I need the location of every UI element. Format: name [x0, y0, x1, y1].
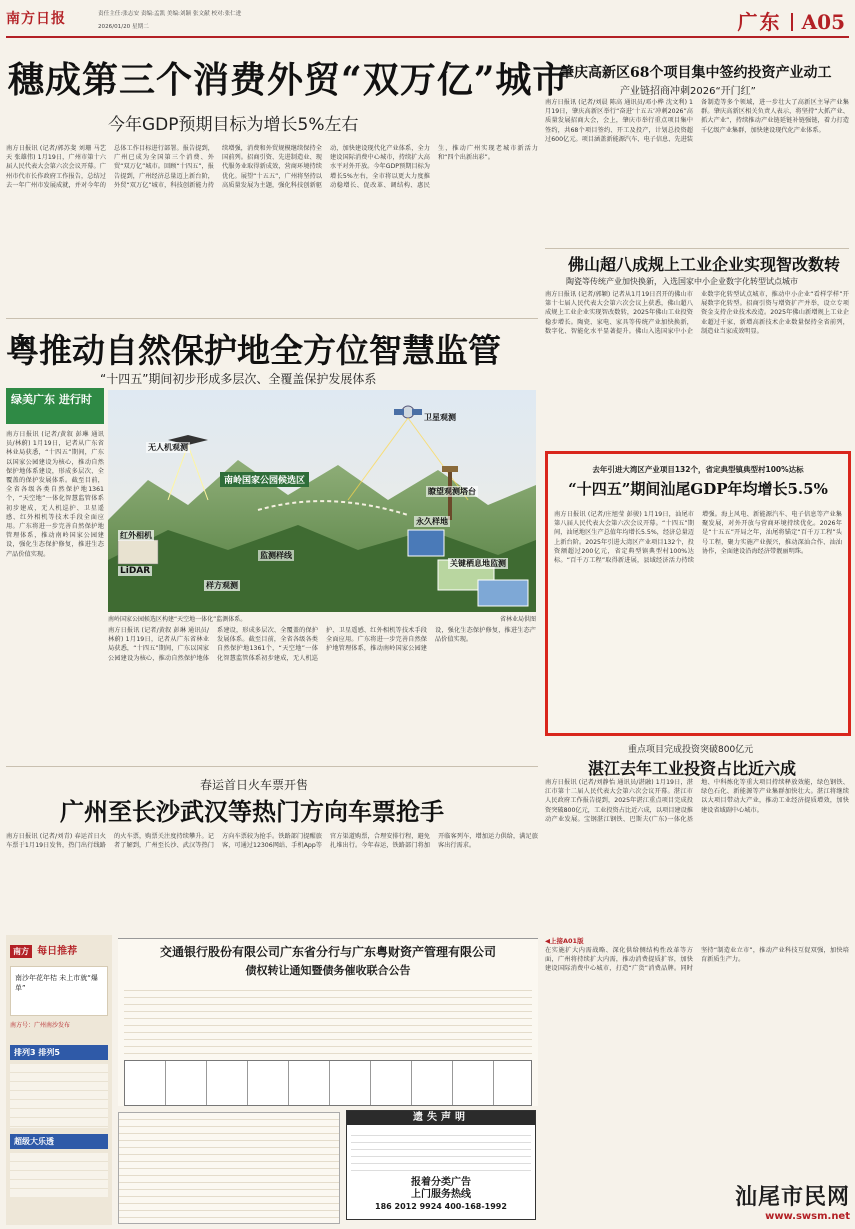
ad-notice-left	[118, 1112, 340, 1224]
landscape-graphic	[108, 390, 536, 612]
daily-item[interactable]: 南沙年花年桔 未上市就“爆单”	[10, 966, 108, 1016]
divider	[6, 766, 538, 767]
shanwei-kicker: 去年引进大湾区产业项目132个，省定典型镇典型村100%达标	[592, 465, 804, 474]
continued-body: 在实施扩大内需战略、深化供给侧结构性改革等方面，广州将持续扩大内需，推动消费提质扩容，加快建设国际消费中心城市，打造“广货”消费品牌。同时坚持“制造业立市”，推动产业科技互促双强，加快培育新质生产力。	[545, 947, 849, 973]
classified-title: 报着分类广告	[411, 1177, 471, 1188]
spring-kicker: 春运首日火车票开售	[200, 778, 309, 792]
lottery-table-2	[10, 1153, 108, 1197]
label-lidar: LiDAR	[120, 566, 151, 576]
zhaoqing-headline: 肇庆高新区68个项目集中签约投资产业动工	[560, 65, 832, 81]
lottery-title-1: 排列3 排列5	[10, 1045, 108, 1060]
site-watermark	[700, 1180, 850, 1224]
notice-text	[351, 1129, 531, 1173]
masthead	[6, 6, 849, 38]
shanwei-headline: “十四五”期间汕尾GDP年均增长5.5%	[568, 480, 828, 498]
eco-tag-text: 绿美广东 进行时	[11, 393, 92, 406]
ad-text-block	[124, 984, 532, 1054]
notice-box	[346, 1110, 536, 1220]
shanwei-feature-box	[545, 451, 851, 736]
zhanjiang-headline: 湛江去年工业投资占比近六成	[588, 759, 797, 778]
daily-recommend-box	[6, 935, 112, 1225]
classified-sub: 上门服务热线	[411, 1189, 471, 1200]
divider	[545, 248, 849, 249]
photo-credit: 省林业局供图	[499, 616, 536, 623]
label-monitor: 监测样线	[260, 551, 292, 560]
label-sample: 样方观测	[206, 581, 238, 590]
daily-label: 南方	[10, 945, 32, 958]
eco-body-col1: 南方日报讯 (记者/黄叙 彭琳 通讯员/林蔚) 1月19日，记者从广东省林业局获悉，“十四五”期间，广东以国家公园建设为核心，推动自然保护地体系建设，形成多层次、全覆盖的保护发展体系。截至目前，全省各级各类自然保护地1361个，“天空地”一体化智慧监管体系初步建成，无人机巡护、卫星遥感、红外相机等技术手段全面应用。广东将进一步完善自然保护地管理体系，推动南岭国家公园建设，强化生态保护修复，推进生态产品价值实现。	[6, 431, 104, 558]
spring-headline: 广州至长沙武汉等热门方向车票抢手	[60, 797, 444, 826]
watermark-text: 汕尾市民网	[734, 1184, 850, 1210]
continued-tag: ◀上接A01版	[545, 937, 584, 945]
zhaoqing-body: 南方日报讯 (记者/刘晨 陈高 通讯员/邓小桦 沈文利) 1月19日，肇庆高新区举行“奋进‘十五五’冲刺2026”高质量发展招商大会，会上，肇庆市举行重点项目集中签约，共68个项目签约、开工及投产，计划总投资超过600亿元。项目涵盖新能源汽车、电子信息、先进装备制造等多个领域，进一步壮大了高新区主导产业集群。肇庆高新区相关负责人表示，将坚持“大抓产业、抓大产业”，持续推动产业链延链补链强链，着力打造千亿级产业集群，加快建设现代化产业体系。	[545, 99, 849, 143]
section-divider	[791, 13, 793, 31]
lead-subhead: 今年GDP预期目标为增长5%左右	[108, 115, 359, 135]
section-label	[737, 6, 845, 35]
label-key-habitat: 关键栖息地监测	[450, 559, 506, 568]
newspaper-logo: 南方日报	[6, 11, 66, 27]
eco-subhead: “十四五”期间初步形成多层次、全覆盖保护发展体系	[100, 372, 377, 386]
label-ecology: 永久样地	[416, 517, 448, 526]
section-name: 广东	[737, 10, 782, 34]
foshan-headline: 佛山超八成规上工业企业实现智改数转	[568, 255, 841, 274]
lottery-table-1	[10, 1064, 108, 1128]
eco-body-cont: 南方日报讯 (记者/黄叙 彭琳 通讯员/林蔚) 1月19日，记者从广东省林业局获悉，“十四五”期间，广东以国家公园建设为核心，推动自然保护地体系建设，形成多层次、全覆盖的保护发展体系。截至目前，全省各级各类自然保护地1361个，“天空地”一体化智慧监管体系初步建成，无人机巡护、卫星遥感、红外相机等技术手段全面应用。广东将进一步完善自然保护地管理体系，推动南岭国家公园建设，强化生态保护修复，推进生态产品价值实现。	[108, 627, 536, 662]
lottery-title-2: 超级大乐透	[10, 1134, 108, 1149]
daily-source: 南方号：广州南沙发布	[10, 1022, 71, 1029]
label-drone: 无人机观测	[148, 443, 188, 452]
label-camera: 红外相机	[120, 531, 152, 540]
caption-text: 南岭国家公园候选区构建“天空地一体化”监测体系。	[108, 616, 247, 623]
divider	[6, 318, 538, 319]
foshan-subhead: 陶瓷等传统产业加快换新，入选国家中小企业数字化转型试点城市	[566, 277, 798, 286]
photo-caption	[108, 614, 536, 623]
daily-title: 每日推荐	[37, 946, 78, 957]
foshan-body: 南方日报讯 (记者/郭颖) 记者从1月19日召开的佛山市第十七届人民代表大会第六次会议上获悉，佛山超八成规上工业企业实现智改数转，2025年佛山工业投资稳步增长。陶瓷、家电、家具等传统产业加快换新，数字化、智能化水平显著提升。佛山入选国家中小企业数字化转型试点城市，推动中小企业“看样学样”开展数字化转型。招商引资与增资扩产并举，设立专项资金支持企业技术改造。2025年佛山新增规上工业企业超过千家，新增高新技术企业数量保持全省前列，制造业当家成效明显。	[545, 291, 849, 335]
page-number: A05	[801, 10, 845, 34]
issue-date: 2026/01/20 星期二	[98, 24, 149, 30]
label-park: 南岭国家公园候选区	[220, 472, 309, 487]
editor-credits: 责任主任:张志安 责编:孟凯 美编:刘颖 张文献 校对:张仁进	[98, 11, 242, 17]
zhanjiang-kicker: 重点项目完成投资突破800亿元	[628, 745, 754, 755]
lead-body: 南方日报讯 (记者/郭苏斐 刘珊 马艺天 张雄伟) 1月19日，广州市第十六届人民代表大会第六次会议开幕。广州市代市长作政府工作报告，总结过去一年广州市发展成就，并对今年的总体工作目标进行部署。报告提到，广州已成为全国第三个消费、外贸“双万亿”城市。回顾“十四五”，报告提到，广州经济总量迈上新台阶，外贸“双万亿”城市，科技创新能力持续增强，消费和外贸规模继续保持全国前列。招商引资、先进制造业、现代服务业取得新成效，营商环境持续优化。展望“十五五”，广州将坚持以高质量发展为主题，强化科技创新驱动，加快建设现代化产业体系，全力建设国际消费中心城市，持续扩大高水平对外开放。今年GDP预期目标为增长5%左右，全市将以更大力度推动稳增长、促改革、调结构、惠民生，推动广州实现老城市新活力和“四个出新出彩”。	[6, 145, 538, 189]
ad-table	[124, 1060, 532, 1106]
classified-phone: 186 2012 9924 400-168-1992	[375, 1202, 507, 1211]
eco-series-tag	[6, 388, 104, 424]
eco-headline: 粤推动自然保护地全方位智慧监管	[6, 331, 501, 370]
ad-subtitle: 债权转让通知暨债务催收联合公告	[245, 964, 411, 977]
label-satellite: 卫星观测	[424, 413, 456, 422]
zhanjiang-body: 南方日报讯 (记者/刘静怡 通讯员/湛融) 1月19日，湛江市第十二届人民代表大会第六次会议开幕。湛江市人民政府工作报告提到，2025年湛江重点项目完成投资突破800亿元，工业投资占比近六成，以项目建设推动产业发展。宝钢湛江钢铁、巴斯夫(广东)一体化基地、中科炼化等重大项目持续释放效能，绿色钢铁、绿色石化、新能源等产业集群加快壮大。湛江将继续以大项目带动大产业，推动工业经济提质增效，加快建设省域副中心城市。	[545, 779, 849, 823]
lead-headline: 穗成第三个消费外贸“双万亿”城市	[8, 59, 570, 101]
watermark-url: www.swsm.net	[765, 1211, 850, 1222]
bank-ad	[118, 938, 538, 1106]
label-tower: 瞭望观测塔台	[428, 487, 476, 496]
monitoring-illustration	[108, 390, 536, 612]
shanwei-body: 南方日报讯 (记者/庄旭莹 彭骏) 1月19日，汕尾市第八届人民代表大会第六次会议开幕。“十四五”期间，汕尾地区生产总值年均增长5.5%，经济总量迈上新台阶。2025年引进大湾区产业项目132个，投资额超过200亿元，省定典型镇典型村100%达标。“百千万工程”取得新进展，县域经济活力持续增强。海上风电、新能源汽车、电子信息等产业集聚发展，对外开放与营商环境持续优化。2026年是“十五五”开局之年，汕尾将锚定“百千万工程”头号工程，聚力实施产业振兴，推动深汕合作、汕汕协作，全面建设沿海经济带靓丽明珠。	[554, 511, 842, 565]
spring-body: 南方日报讯 (记者/刘青) 春运首日火车票于1月19日发售，热门出行线路的火车票，购票关注度持续攀升。记者了解到，广州至长沙、武汉等热门方向车票较为抢手。铁路部门提醒旅客，可通过12306网站、手机App等官方渠道购票，合理安排行程，避免扎堆出行。今年春运，铁路部门将加开临客列车，增加运力供给，满足旅客出行需求。	[6, 833, 538, 850]
zhaoqing-subhead: 产业链招商冲刺2026“开门红”	[620, 86, 756, 97]
ad-title: 交通银行股份有限公司广东省分行与广东粤财资产管理有限公司	[159, 945, 496, 959]
notice-title: 遗失声明	[347, 1111, 535, 1125]
